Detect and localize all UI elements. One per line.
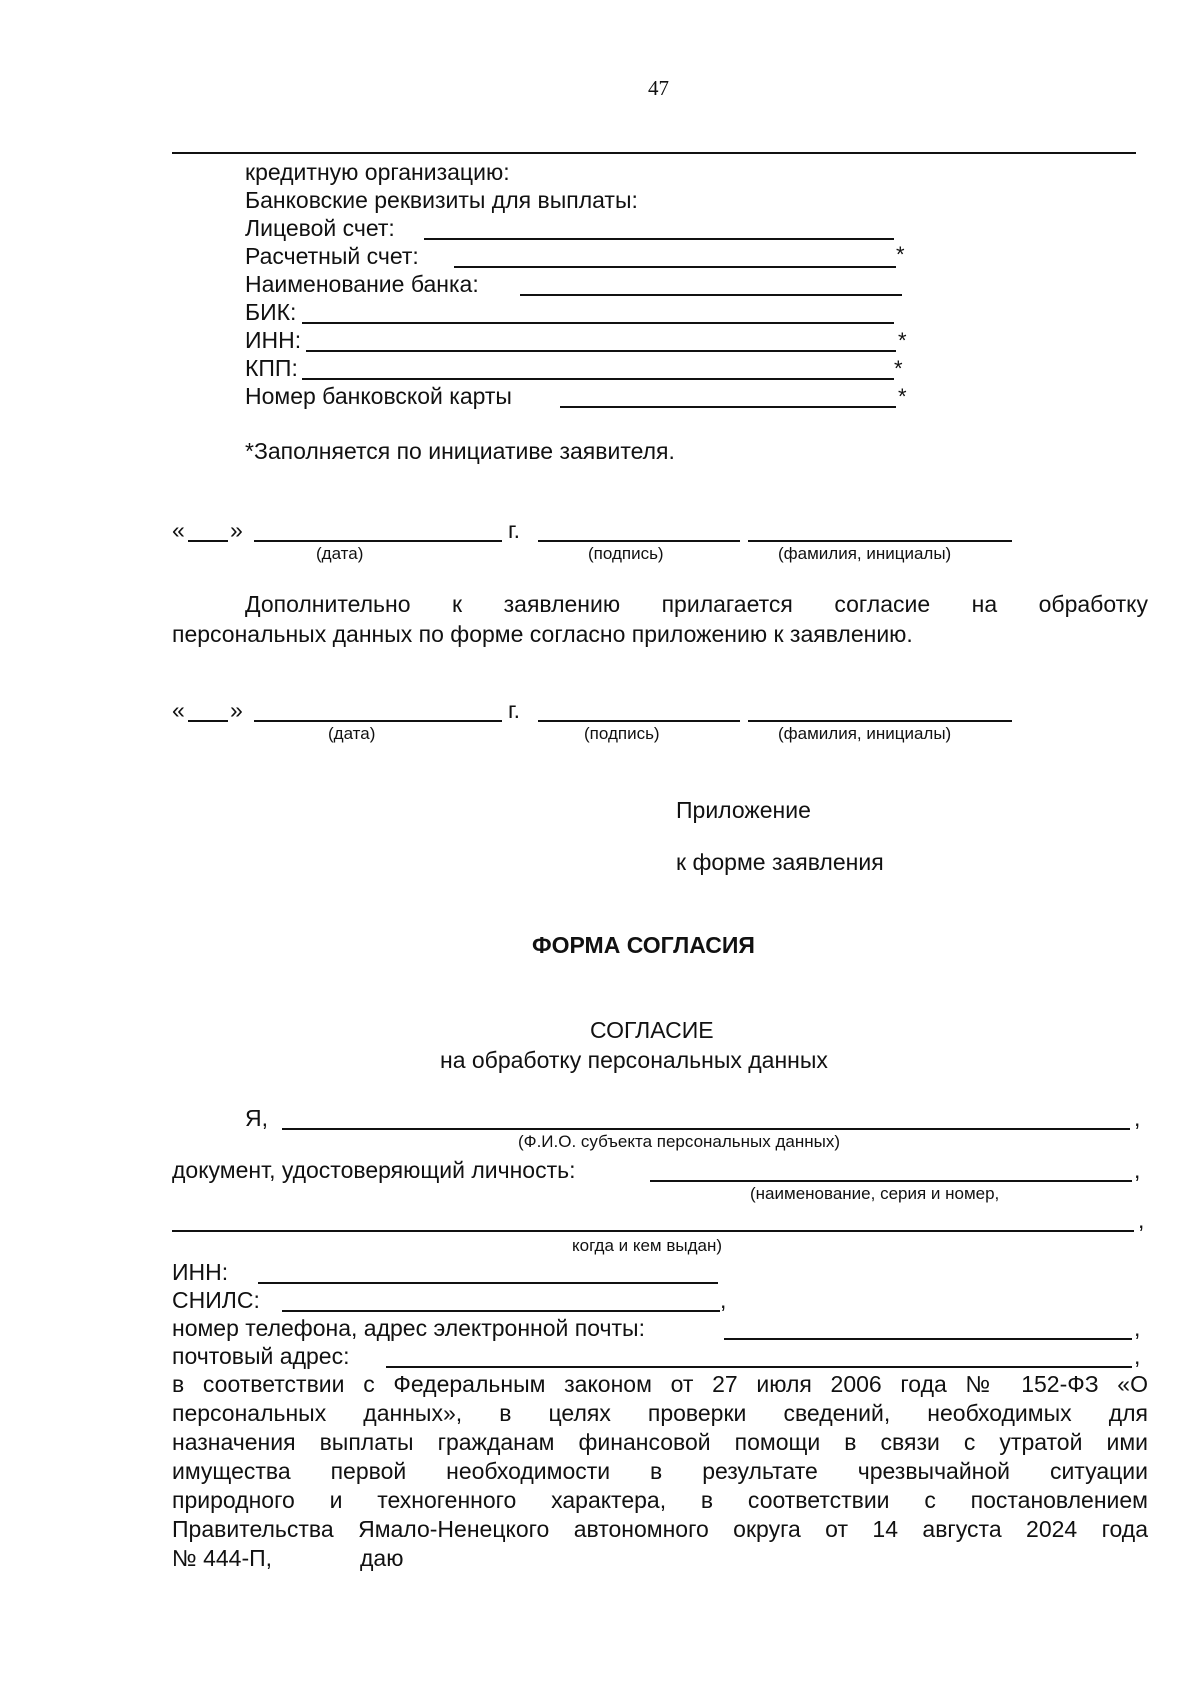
- body-line-7-start: № 444-П,: [172, 1545, 273, 1571]
- id-doc-field[interactable]: [650, 1180, 1132, 1182]
- date-field[interactable]: [254, 540, 502, 542]
- body-line-1: в соответствии с Федеральным законом от 27 июля 2006 года № 152-ФЗ «О: [172, 1371, 1148, 1397]
- bank-details-heading: Банковские реквизиты для выплаты:: [245, 187, 638, 213]
- top-rule: [172, 152, 1136, 154]
- name-field-2[interactable]: [748, 720, 1012, 722]
- id-doc-comma: ,: [1134, 1157, 1141, 1183]
- i-label: Я,: [245, 1105, 268, 1131]
- bik-label: БИК:: [245, 299, 297, 325]
- body-line-4: имущества первой необходимости в результате чрезвычайной ситуации: [172, 1458, 1148, 1484]
- additional-line-1: Дополнительно к заявлению прилагается согласие на обработку: [245, 591, 1148, 617]
- snils-comma: ,: [720, 1287, 727, 1313]
- phone-email-comma: ,: [1134, 1315, 1141, 1341]
- settlement-account-asterisk: *: [896, 242, 905, 267]
- inn-bank-field[interactable]: [306, 350, 896, 352]
- name-caption-2: (фамилия, инициалы): [778, 724, 952, 743]
- kpp-asterisk: *: [894, 356, 903, 381]
- consent-subtitle: на обработку персональных данных: [440, 1047, 828, 1073]
- id-doc-label: документ, удостоверяющий личность:: [172, 1157, 576, 1183]
- body-line-3: назначения выплаты гражданам финансовой помощи в связи с утратой ими: [172, 1429, 1148, 1455]
- date-open-quote-2: «: [172, 697, 185, 723]
- inn-label: ИНН:: [172, 1259, 229, 1285]
- settlement-account-field[interactable]: [454, 266, 896, 268]
- year-suffix-2: г.: [508, 697, 520, 723]
- bank-name-label: Наименование банка:: [245, 271, 479, 297]
- fio-field[interactable]: [282, 1128, 1130, 1130]
- card-number-label: Номер банковской карты: [245, 383, 512, 409]
- personal-account-field[interactable]: [424, 238, 894, 240]
- phone-email-field[interactable]: [724, 1338, 1132, 1340]
- date-caption-2: (дата): [328, 724, 376, 743]
- body-line-6: Правительства Ямало-Ненецкого автономного округа от 14 августа 2024 года: [172, 1516, 1148, 1542]
- bank-name-field[interactable]: [520, 294, 902, 296]
- bik-field[interactable]: [302, 322, 894, 324]
- signature-field-2[interactable]: [538, 720, 740, 722]
- body-line-5: природного и техногенного характера, в соответствии с постановлением: [172, 1487, 1148, 1513]
- card-number-field[interactable]: [560, 406, 896, 408]
- day-field[interactable]: [188, 540, 228, 542]
- date-open-quote: «: [172, 517, 185, 543]
- form-title: ФОРМА СОГЛАСИЯ: [532, 932, 755, 958]
- name-field[interactable]: [748, 540, 1012, 542]
- signature-field[interactable]: [538, 540, 740, 542]
- body-line-2: персональных данных», в целях проверки сведений, необходимых для: [172, 1400, 1148, 1426]
- kpp-label: КПП:: [245, 355, 298, 381]
- fio-comma: ,: [1134, 1105, 1141, 1131]
- personal-account-label: Лицевой счет:: [245, 215, 395, 241]
- page-number: 47: [648, 76, 669, 100]
- id-doc-caption-2: когда и кем выдан): [572, 1236, 723, 1255]
- date-field-2[interactable]: [254, 720, 502, 722]
- date-caption: (дата): [316, 544, 364, 563]
- postal-field[interactable]: [386, 1366, 1132, 1368]
- postal-comma: ,: [1134, 1343, 1141, 1369]
- date-close-quote-2: »: [230, 697, 243, 723]
- appendix-line-2: к форме заявления: [676, 849, 884, 875]
- inn-bank-asterisk: *: [898, 328, 907, 353]
- year-suffix: г.: [508, 517, 520, 543]
- inn-bank-label: ИНН:: [245, 327, 302, 353]
- signature-caption-2: (подпись): [584, 724, 660, 743]
- name-caption: (фамилия, инициалы): [778, 544, 952, 563]
- date-close-quote: »: [230, 517, 243, 543]
- settlement-account-label: Расчетный счет:: [245, 243, 419, 269]
- fio-caption: (Ф.И.О. субъекта персональных данных): [518, 1132, 841, 1151]
- kpp-field[interactable]: [302, 378, 894, 380]
- body-line-7-end: даю: [360, 1545, 404, 1571]
- appendix-line-1: Приложение: [676, 797, 811, 823]
- additional-line-2: персональных данных по форме согласно приложению к заявлению.: [172, 621, 913, 647]
- snils-label: СНИЛС:: [172, 1287, 260, 1313]
- inn-field[interactable]: [258, 1282, 718, 1284]
- id-doc-caption-1: (наименование, серия и номер,: [750, 1184, 1000, 1203]
- bank-intro: кредитную организацию:: [245, 159, 510, 185]
- phone-email-label: номер телефона, адрес электронной почты:: [172, 1315, 645, 1341]
- id-doc-field-2[interactable]: [172, 1230, 1134, 1232]
- day-field-2[interactable]: [188, 720, 228, 722]
- id-doc-comma-2: ,: [1138, 1207, 1145, 1233]
- snils-field[interactable]: [282, 1310, 720, 1312]
- card-number-asterisk: *: [898, 384, 907, 409]
- footnote: *Заполняется по инициативе заявителя.: [245, 438, 675, 464]
- consent-title: СОГЛАСИЕ: [590, 1017, 714, 1043]
- signature-caption: (подпись): [588, 544, 664, 563]
- postal-label: почтовый адрес:: [172, 1343, 350, 1369]
